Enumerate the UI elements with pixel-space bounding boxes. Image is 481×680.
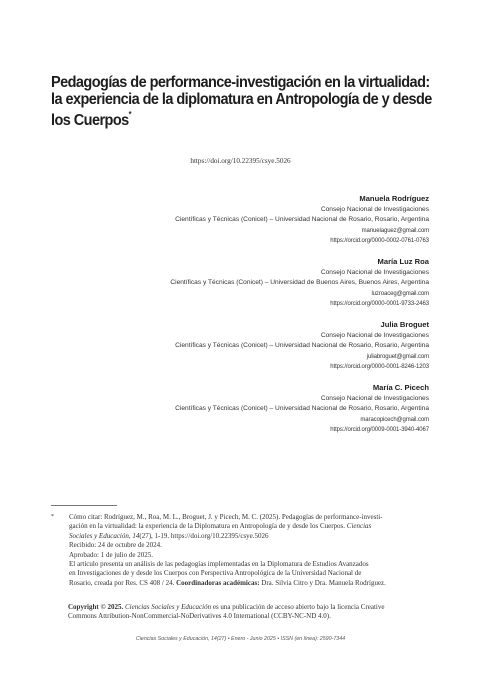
author-orcid[interactable]: https://orcid.org/0009-0001-3940-4067 bbox=[330, 426, 429, 433]
coordinators-label: Coordinadoras académicas: bbox=[176, 578, 260, 587]
author-orcid[interactable]: https://orcid.org/0000-0001-8246-1203 bbox=[330, 363, 429, 370]
author-block-2 bbox=[170, 256, 429, 309]
article-note-line-3-text: Rosario, creada por Res. CS 408 / 24. bbox=[69, 578, 175, 587]
author-orcid[interactable]: https://orcid.org/0000-0001-9733-2463 bbox=[330, 300, 429, 307]
author-affiliation-2: Científicas y Técnicas (Conicet) – Universidad Nacional de Rosario, Rosario, Argentina bbox=[175, 342, 429, 350]
approved-date: Aprobado: 1 de julio de 2025. bbox=[69, 550, 153, 559]
title-line-1: Pedagogías de performance-investigación en la virtualidad: bbox=[51, 74, 430, 91]
title-line-2: la experiencia de la diplomatura en Antropología de y desde bbox=[51, 91, 432, 108]
received-date: Recibido: 24 de octubre de 2024. bbox=[69, 541, 162, 550]
citation-line-1: Cómo citar: Rodríguez, M., Roa, M. L., Broguet, J. y Picech, M. C. (2025). Pedagogías de performance-investi- bbox=[69, 513, 383, 521]
footnote-divider bbox=[51, 505, 117, 506]
citation-line-2-text: gación en la virtualidad: la experiencia de la Diplomatura en Antropología de y desde los Cuerpos. bbox=[69, 522, 346, 531]
author-affiliation-1: Consejo Nacional de Investigaciones bbox=[320, 269, 429, 276]
copyright-label: Copyright © 2025. bbox=[68, 603, 124, 611]
citation-journal-volume: Sociales y Educación, 14 bbox=[69, 531, 140, 540]
doi-link[interactable]: https://doi.org/10.22395/csye.5026 bbox=[190, 157, 291, 165]
citation-line-3-text[interactable]: (27), 1-19. https://doi.org/10.22395/csye.5026 bbox=[139, 531, 269, 540]
author-block-3 bbox=[175, 319, 429, 372]
author-name: María Luz Roa bbox=[377, 257, 429, 266]
author-orcid[interactable]: https://orcid.org/0000-0002-0761-0763 bbox=[330, 237, 429, 244]
title-footnote bbox=[51, 513, 431, 588]
article-title bbox=[51, 74, 432, 130]
journal-page-footer: Ciencias Sociales y Educación, 14(27) • Enero - Junio 2025 • ISSN (en línea): 2590-7344 bbox=[135, 636, 346, 642]
citation-line-2 bbox=[69, 522, 431, 531]
author-name: Julia Broguet bbox=[380, 320, 429, 329]
article-note-line-2: en Investigaciones de y desde los Cuerpos con Perspectiva Antropológica de la Universidad Nacional de bbox=[69, 569, 362, 578]
author-name: María C. Picech bbox=[372, 383, 429, 392]
coordinators-names: Dra. Silvia Citro y Dra. Manuela Rodríguez. bbox=[261, 578, 386, 587]
author-affiliation-2: Científicas y Técnicas (Conicet) – Universidad Nacional de Rosario, Rosario, Argentina bbox=[175, 405, 429, 413]
article-note-line-1: El artículo presenta un análisis de las pedagogías implementadas en la Diplomatura de Estudios Avanzados bbox=[69, 560, 369, 569]
author-block-4 bbox=[175, 382, 429, 435]
author-affiliation-1: Consejo Nacional de Investigaciones bbox=[320, 332, 429, 339]
article-note-line-3 bbox=[69, 579, 431, 588]
author-name: Manuela Rodríguez bbox=[359, 194, 429, 203]
copyright-line-1 bbox=[68, 603, 440, 612]
author-email[interactable]: manuelaguez@gmail.com bbox=[361, 227, 429, 234]
author-email[interactable]: maracopicech@gmail.com bbox=[360, 416, 429, 423]
footnote-body bbox=[69, 513, 431, 588]
copyright-journal: Ciencias Sociales y Educación bbox=[124, 603, 212, 611]
author-affiliation-1: Consejo Nacional de Investigaciones bbox=[320, 206, 429, 213]
copyright-line-2: Commons Attribution-NonCommercial-NoDerivatives 4.0 International (CCBY-NC-ND 4.0). bbox=[68, 612, 331, 621]
author-email[interactable]: juliabroguet@gmail.com bbox=[366, 353, 429, 360]
citation-journal: Ciencias bbox=[346, 522, 372, 531]
author-block-1 bbox=[175, 193, 429, 246]
title-line-3-text: los Cuerpos bbox=[51, 112, 129, 130]
footnote-marker: * bbox=[51, 514, 54, 520]
author-affiliation-2: Científicas y Técnicas (Conicet) – Universidad Nacional de Rosario, Rosario, Argentina bbox=[175, 216, 429, 224]
title-line-3 bbox=[51, 108, 414, 129]
title-footnote-marker[interactable]: * bbox=[128, 110, 132, 119]
copyright-text-1: es una publicación de acceso abierto bajo la licencia Creative bbox=[212, 603, 385, 611]
author-email[interactable]: luzroaceg@gmail.com bbox=[371, 290, 429, 297]
author-affiliation-1: Consejo Nacional de Investigaciones bbox=[320, 395, 429, 402]
copyright-notice bbox=[68, 603, 440, 622]
author-affiliation-2: Científicas y Técnicas (Conicet) – Universidad de Buenos Aires, Buenos Aires, Argentina bbox=[170, 279, 429, 287]
citation-line-3 bbox=[69, 532, 431, 541]
